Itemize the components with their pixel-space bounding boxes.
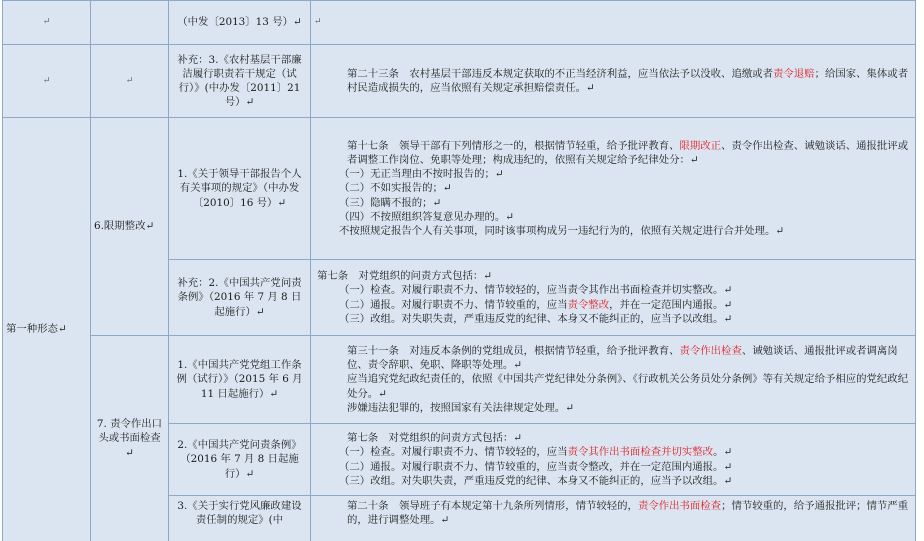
clause-item: （四）不按照组织答复意见办理的。↵	[339, 210, 514, 223]
clause-item: （二）通报。对履行职责不力、情节较重的，应当责令整改，并在一定范围内通报。↵	[339, 460, 733, 473]
clause-paragraph: 第七条 对党组织的问责方式包括：↵	[347, 432, 522, 445]
cell-source: 1.《关于领导干部报告个人有关事项的规定》（中办发〔2010〕16 号）↵	[169, 118, 311, 260]
cell-source: 3.《关于实行党风廉政建设责任制的规定》(中	[169, 496, 311, 541]
cell-form: ↵	[3, 1, 91, 45]
highlight-text: 责令作出书面检查	[637, 500, 722, 512]
clause-item: （二）不如实报告的；↵	[339, 182, 452, 195]
highlight-text: 责令作出检查	[679, 344, 742, 357]
clause-item: （三）改组。对失职失责，严重违反党的纪律、本身又不能纠正的，应当予以改组。↵	[339, 312, 733, 325]
highlight-text: 责令其作出书面检查并切实整改	[567, 446, 714, 459]
clause-item: （三）改组。对失职失责，严重违反党的纪律、本身又不能纠正的，应当予以改组。↵	[339, 474, 733, 487]
table-row	[3, 45, 916, 118]
clause-paragraph: 第七条 对党组织的问责方式包括：↵	[317, 270, 492, 283]
regulation-table	[2, 0, 916, 541]
cell-source: 1.《中国共产党党组工作条例（试行）》（2015 年 6 月 11 日起施行）↵	[169, 336, 311, 424]
cell-source: 补充：3.《农村基层干部廉洁履行职责若干规定（试行）》(中办发〔2011〕21 号）↵	[169, 45, 311, 118]
highlight-text: 责令整改	[567, 298, 610, 311]
cell-source: 补充：2.《中国共产党问责条例》（2016 年 7 月 8 日起施行）↵	[169, 260, 311, 336]
clause-paragraph: 第三十一条 对违反本条例的党组成员，根据情节轻重，给予批评教育、责令作出检查、诫勉谈话、通报批评或者调离岗位、责令辞职、免职、降职等处理。↵	[347, 344, 898, 372]
cell-clause	[311, 45, 916, 118]
highlight-text: 责令退赔	[773, 67, 815, 80]
clause-item: （三）隐瞒不报的；↵	[339, 196, 442, 209]
cell-clause	[311, 336, 916, 424]
clause-paragraph: 应当追究党纪政纪责任的，依照《中国共产党纪律处分条例》、《行政机关公务员处分条例》等有关规定给予相应的党纪政纪处分。↵	[347, 373, 909, 400]
clause-paragraph: 第二十条 领导班子有本规定第十九条所列情形，情节较轻的，责令作出书面检查；情节较重的，给予通报批评；情节严重的，进行调整处理。↵	[347, 500, 909, 527]
highlight-text: 限期改正	[679, 139, 722, 152]
table-row	[3, 336, 916, 424]
cell-measure: 7. 责令作出口头或书面检查↵	[91, 336, 169, 541]
cell-clause	[311, 496, 916, 541]
cell-measure: 6.限期整改↵	[91, 118, 169, 336]
cell-source: 2.《中国共产党问责条例》（2016 年 7 月 8 日起施行）↵	[169, 424, 311, 496]
clause-item: （一）检查。对履行职责不力、情节较轻的，应当责令其作出书面检查并切实整改。↵	[339, 446, 733, 459]
cell-measure	[91, 1, 169, 45]
cell-clause: ↵	[311, 1, 916, 45]
clause-item: （一）检查。对履行职责不力、情节较轻的，应当责令其作出书面检查并切实整改。↵	[339, 284, 733, 297]
cell-clause	[311, 118, 916, 260]
cell-measure: ↵	[91, 45, 169, 118]
table-row	[3, 1, 916, 45]
cell-source: （中发〔2013〕13 号）↵	[169, 1, 311, 45]
clause-paragraph: 涉嫌违法犯罪的，按照国家有关法律规定处理。↵	[347, 401, 574, 414]
clause-item: （二）通报。对履行职责不力、情节较重的，应当责令整改，并在一定范围内通报。↵	[339, 298, 733, 311]
clause-paragraph: 不按照规定报告个人有关事项，同时该事项构成另一违纪行为的，依照有关规定进行合并处理。↵	[339, 225, 785, 237]
cell-clause	[311, 260, 916, 336]
clause-paragraph: 第二十三条 农村基层干部违反本规定获取的不正当经济利益，应当依法予以没收、追缴或者责令退赔；给国家、集体或者村民造成损失的，应当依照有关规定承担赔偿责任。↵	[347, 67, 909, 94]
clause-paragraph: 第十七条 领导干部有下列情形之一的，根据情节轻重，给予批评教育、限期改正、责令作出检查、诫勉谈话、通报批评或者调整工作岗位、免职等处理；构成违纪的，依照有关规定给予纪律处分：↵	[347, 139, 909, 166]
cell-form: 第一种形态↵	[3, 118, 91, 541]
cell-form: ↵	[3, 45, 91, 118]
clause-item: （一）无正当理由不按时报告的；↵	[339, 168, 504, 181]
document-page	[2, 0, 917, 541]
table-row	[3, 118, 916, 260]
cell-clause	[311, 424, 916, 496]
